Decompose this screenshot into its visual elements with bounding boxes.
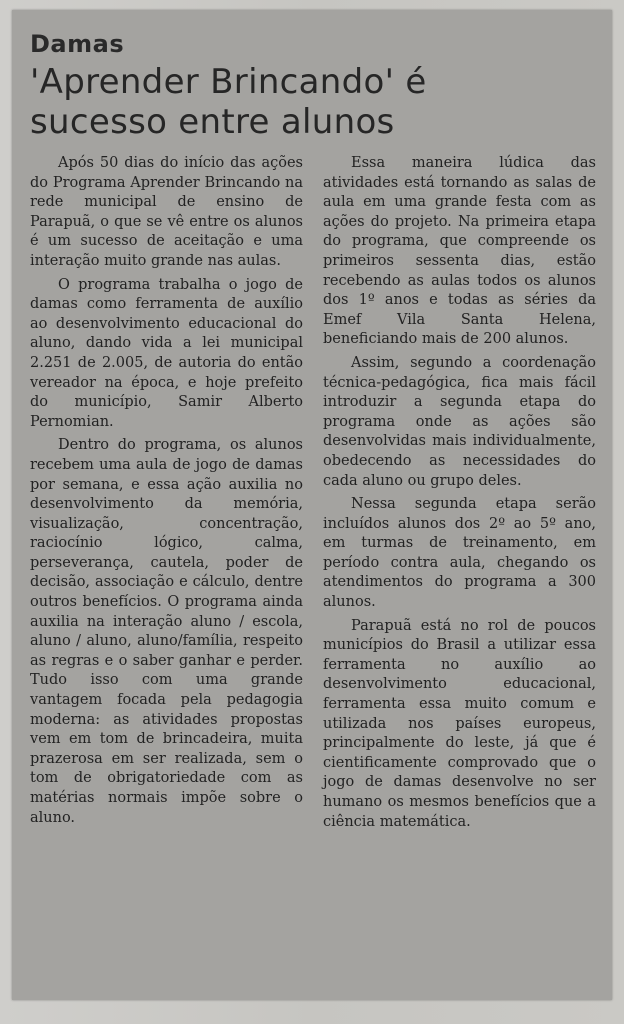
paragraph: Essa maneira lúdica das atividades está tornando as salas de aula em uma grande festa com as ações do projeto. Na primeira etapa do programa, que compreende os primeiros sessenta dias, estão recebendo as aulas todos os alunos dos 1º anos e todas as séries da Emef Vila Santa Helena, beneficiando mais de 200 alunos. <box>323 155 596 348</box>
paragraph: Nessa segunda etapa serão incluídos alunos dos 2º ao 5º ano, em turmas de treinamento, em período contra aula, chegando os atendimentos do programa a 300 alunos. <box>323 496 596 611</box>
column-right <box>323 154 596 836</box>
paragraph: Após 50 dias do início das ações do Programa Aprender Brincando na rede municipal de ensino de Parapuã, o que se vê entre os alunos é um sucesso de aceitação e uma interação muito grande nas aulas. <box>30 155 303 269</box>
newspaper-clipping <box>12 10 612 1000</box>
paragraph: O programa trabalha o jogo de damas como ferramenta de auxílio ao desenvolvimento educacional do aluno, dando vida a lei municipal 2.251 de 2.005, de autoria do então vereador na época, e hoje prefeito do município, Samir Alberto Pernomian. <box>30 276 303 430</box>
section-label: Damas <box>30 30 125 58</box>
paragraph: Parapuã está no rol de poucos municípios do Brasil a utilizar essa ferramenta no auxílio ao desenvolvimento educacional, ferramenta essa muito comum e utilizada nos países europeus, principalmente do leste, já que é cientificamente comprovado que o jogo de damas desenvolve no ser humano os mesmos benefícios que a ciência matemática. <box>323 617 596 830</box>
article-body <box>30 154 596 836</box>
paragraph: Dentro do programa, os alunos recebem uma aula de jogo de damas por semana, e essa ação auxilia no desenvolvimento da memória, visualização, concentração, raciocínio lógico, calma, perseverança, cautela, poder de decisão, associação e cálculo, dentre outros benefícios. O programa ainda auxilia na interação aluno / escola, aluno / aluno, aluno/família, respeito as regras e o saber ganhar e perder. Tudo isso com uma grande vantagem focada pela pedagogia moderna: as atividades propostas vem em tom de brincadeira, muita prazerosa em ser realizada, sem o tom de obrigatoriedade com as matérias normais impõe sobre o aluno. <box>30 437 303 826</box>
article-headline: 'Aprender Brincando' é sucesso entre alunos <box>30 62 427 142</box>
column-left <box>30 154 303 836</box>
paragraph: Assim, segundo a coordenação técnica-pedagógica, fica mais fácil introduzir a segunda etapa do programa onde as ações são desenvolvidas mais individualmente, obedecendo as necessidades do cada aluno ou grupo deles. <box>323 354 596 489</box>
